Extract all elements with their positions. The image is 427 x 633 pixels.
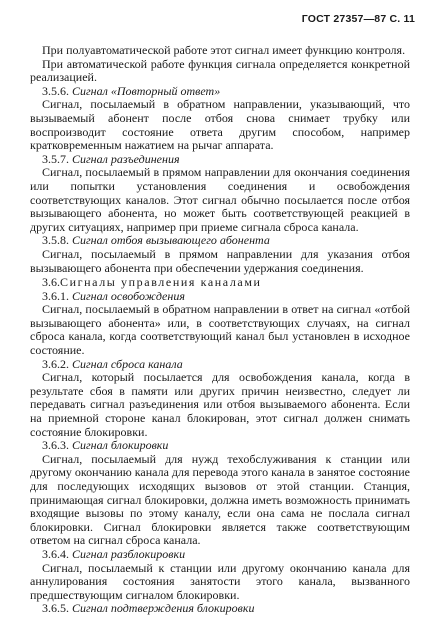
subsection-heading [30, 358, 410, 372]
section-title: Сигнал сброса канала [72, 356, 183, 371]
subsection-heading [30, 290, 410, 304]
section-heading [30, 276, 410, 290]
subsection-heading [30, 234, 410, 248]
document-body [30, 44, 410, 616]
section-title: Сигналы управления каналами [60, 275, 262, 290]
subsection-heading [30, 548, 410, 562]
paragraph: Сигнал, посылаемый к станции или другому окончанию канала для аннулирования состояния занятости этого канала, вызванного предшествующим сигналом блокировки. [30, 560, 410, 602]
section-number: 3.6. [42, 275, 60, 290]
section-number: 3.5.6. [42, 83, 69, 98]
paragraph: Сигнал, который посылается для освобождения канала, когда в результате сбоя в памяти или других причин неизвестно, следует ли передавать сигнал разъединения или отбоя вызываемого абонента. Если на приемной стороне канал блокирован, этот сигнал должен снимать состояние блокировки. [30, 370, 410, 439]
section-title: Сигнал блокировки [72, 438, 169, 453]
subsection-heading [30, 439, 410, 453]
section-title: Сигнал разъединения [72, 151, 180, 166]
paragraph: Сигнал, посылаемый в обратном направлении в ответ на сигнал «отбой вызывающего абонента» или, в соответствующих случаях, на сигнал сброса канала, когда соответствующий канал был установлен в исходное состояние. [30, 302, 410, 358]
subsection-heading [30, 153, 410, 167]
paragraph: Сигнал, посылаемый в обратном направлении, указывающий, что вызываемый абонент после отбоя снова снимает трубку или воспроизводит состояние ответа другим способом, например кратковременным нажатием на рычаг аппарата. [30, 97, 410, 153]
section-title: Сигнал освобождения [72, 288, 185, 303]
paragraph: Сигнал, посылаемый в прямом направлении для указания отбоя вызывающего абонента при обеспечении удержания соединения. [30, 246, 410, 275]
section-title: Сигнал отбоя вызывающего абонента [72, 233, 270, 248]
paragraph: При автоматической работе функция сигнала определяется конкретной реализацией. [30, 56, 410, 85]
paragraph: При полуавтоматической работе этот сигнал имеет функцию контроля. [42, 43, 406, 57]
section-title: Сигнал «Повторный ответ» [72, 83, 221, 98]
page-header: ГОСТ 27357—87 С. 11 [301, 13, 415, 25]
section-number: 3.6.3. [42, 438, 69, 453]
section-title: Сигнал разблокировки [72, 546, 186, 561]
subsection-heading [30, 602, 410, 616]
section-number: 3.5.8. [42, 233, 69, 248]
subsection-heading [30, 85, 410, 99]
paragraph: Сигнал, посылаемый в прямом направлении для окончания соединения или попытки установления соединения и освобождения соответствующих каналов. Этот сигнал обычно посылается после отбоя вызывающего абонента, но может быть соответствующей реакцией в других ситуациях, например при приеме сигнала сброса канала. [30, 165, 410, 234]
section-number: 3.6.5. [42, 601, 69, 616]
section-number: 3.6.4. [42, 546, 69, 561]
section-number: 3.6.2. [42, 356, 69, 371]
section-number: 3.5.7. [42, 151, 69, 166]
paragraph: Сигнал, посылаемый для нужд техобслуживания к станции или другому окончанию канала для перевода этого канала в занятое состояние для последующих исходящих вызовов от этой станции. Станция, принимающая сигнал блокировки, должна иметь возможность принимать входящие вызовы по этому каналу, если она сама не послала сигнал блокировки. Сигнал блокировки является также соответствующим ответом на сигнал сброса канала. [30, 451, 410, 548]
section-number: 3.6.1. [42, 288, 69, 303]
section-title: Сигнал подтверждения блокировки [72, 601, 255, 616]
